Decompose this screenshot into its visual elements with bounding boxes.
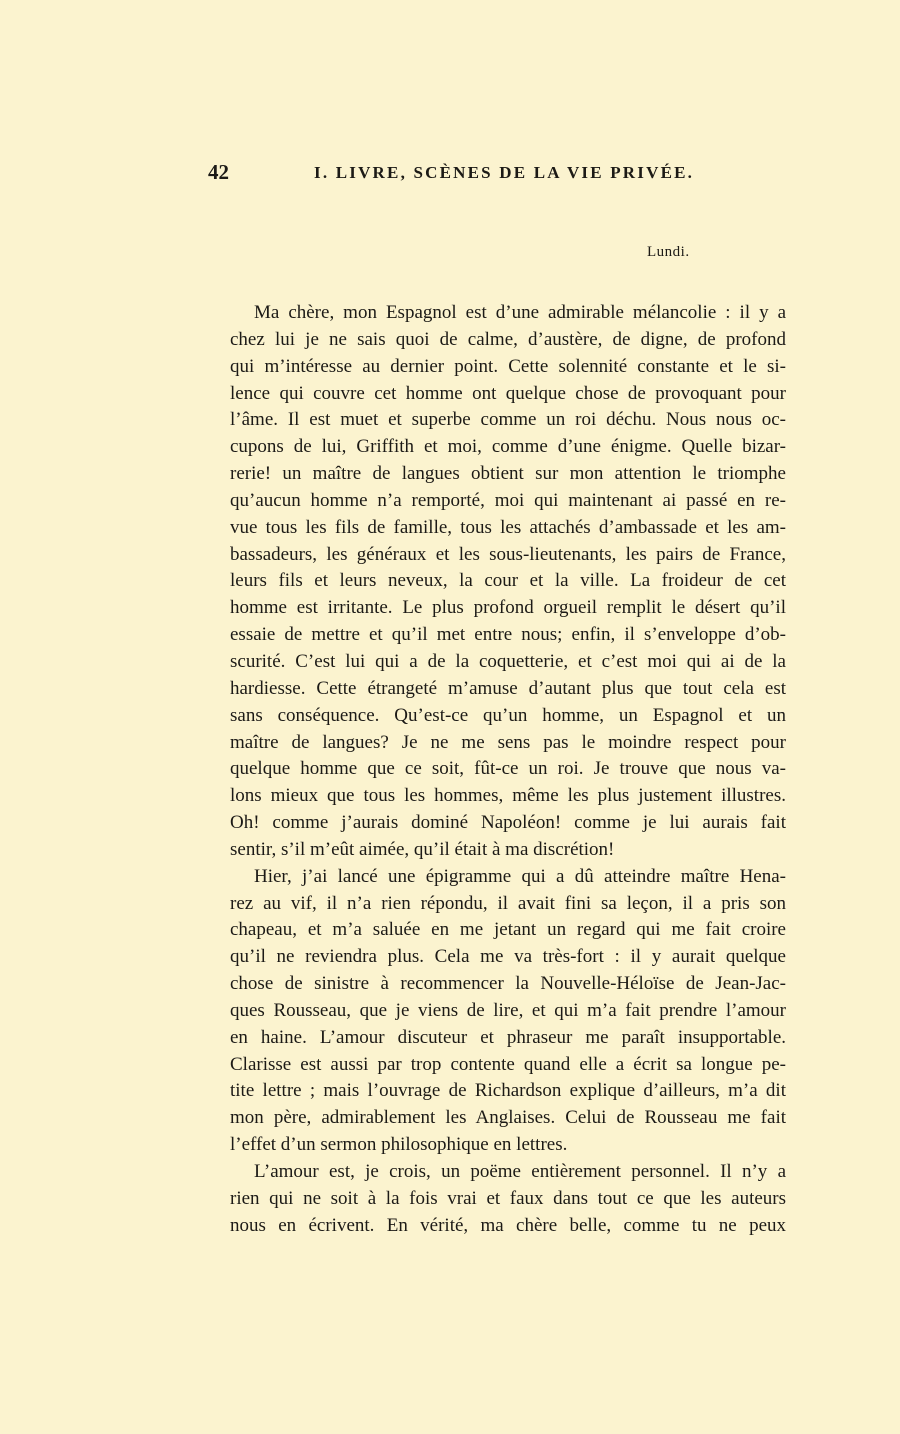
body-text xyxy=(230,300,786,1240)
text-line: tite lettre ; mais l’ouvrage de Richardson explique d’ailleurs, m’a dit xyxy=(230,1080,786,1102)
text-line: essaie de mettre et qu’il met entre nous; enfin, il s’enveloppe d’ob- xyxy=(230,624,786,646)
text-line: chez lui je ne sais quoi de calme, d’austère, de digne, de profond xyxy=(230,328,786,350)
text-line: lons mieux que tous les hommes, même les plus justement illustres. xyxy=(230,785,786,807)
text-line: leurs fils et leurs neveux, la cour et la ville. La froideur de cet xyxy=(230,570,786,592)
text-line: maître de langues? Je ne me sens pas le moindre respect pour xyxy=(230,731,786,753)
text-line: en haine. L’amour discuteur et phraseur me paraît insupportable. xyxy=(230,1026,786,1048)
text-line: rez au vif, il n’a rien répondu, il avait fini sa leçon, il a pris son xyxy=(230,892,786,914)
page-number: 42 xyxy=(208,160,229,184)
text-line: qu’il ne reviendra plus. Cela me va très-fort : il y aurait quelque xyxy=(230,946,786,968)
text-line: Oh! comme j’aurais dominé Napoléon! comme je lui aurais fait xyxy=(230,812,786,834)
text-line: rien qui ne soit à la fois vrai et faux dans tout ce que les auteurs xyxy=(230,1187,786,1209)
text-line: cupons de lui, Griffith et moi, comme d’une énigme. Quelle bizar- xyxy=(230,436,786,458)
text-line: rerie! un maître de langues obtient sur mon attention le triomphe xyxy=(230,463,786,485)
text-line: sentir, s’il m’eût aimée, qu’il était à ma discrétion! xyxy=(230,838,615,860)
text-line: bassadeurs, les généraux et les sous-lieutenants, les pairs de France, xyxy=(230,543,786,565)
text-line: lence qui couvre cet homme ont quelque chose de provoquant pour xyxy=(230,382,786,404)
text-line: ques Rousseau, que je viens de lire, et qui m’a fait prendre l’amour xyxy=(230,999,786,1021)
text-line: homme est irritante. Le plus profond orgueil remplit le désert qu’il xyxy=(230,597,786,619)
text-line: qu’aucun homme n’a remporté, moi qui maintenant ai passé en re- xyxy=(230,489,786,511)
text-line: chose de sinistre à recommencer la Nouvelle-Héloïse de Jean-Jac- xyxy=(230,973,786,995)
text-line: hardiesse. Cette étrangeté m’amuse d’autant plus que tout cela est xyxy=(230,677,786,699)
dateline: Lundi. xyxy=(647,244,690,260)
text-line: scurité. C’est lui qui a de la coquetterie, et c’est moi qui ai de la xyxy=(230,650,786,672)
text-line: Hier, j’ai lancé une épigramme qui a dû atteindre maître Hena- xyxy=(254,865,786,887)
text-line: nous en écrivent. En vérité, ma chère belle, comme tu ne peux xyxy=(230,1214,786,1236)
text-line: sans conséquence. Qu’est-ce qu’un homme, un Espagnol et un xyxy=(230,704,786,726)
text-line: qui m’intéresse au dernier point. Cette solennité constante et le si- xyxy=(230,355,786,377)
text-line: l’effet d’un sermon philosophique en lettres. xyxy=(230,1134,568,1156)
text-line: Clarisse est aussi par trop contente quand elle a écrit sa longue pe- xyxy=(230,1053,786,1075)
text-line: quelque homme que ce soit, fût-ce un roi. Je trouve que nous va- xyxy=(230,758,786,780)
running-head: I. LIVRE, SCÈNES DE LA VIE PRIVÉE. xyxy=(314,163,695,182)
text-line: Ma chère, mon Espagnol est d’une admirable mélancolie : il y a xyxy=(254,302,786,323)
text-line: vue tous les fils de famille, tous les attachés d’ambassade et les am- xyxy=(230,516,786,538)
text-line: mon père, admirablement les Anglaises. Celui de Rousseau me fait xyxy=(230,1107,786,1129)
text-line: L’amour est, je crois, un poëme entièrement personnel. Il n’y a xyxy=(254,1161,786,1182)
text-line: l’âme. Il est muet et superbe comme un roi déchu. Nous nous oc- xyxy=(230,409,786,431)
text-line: chapeau, et m’a saluée en me jetant un regard qui me fait croire xyxy=(230,919,786,941)
